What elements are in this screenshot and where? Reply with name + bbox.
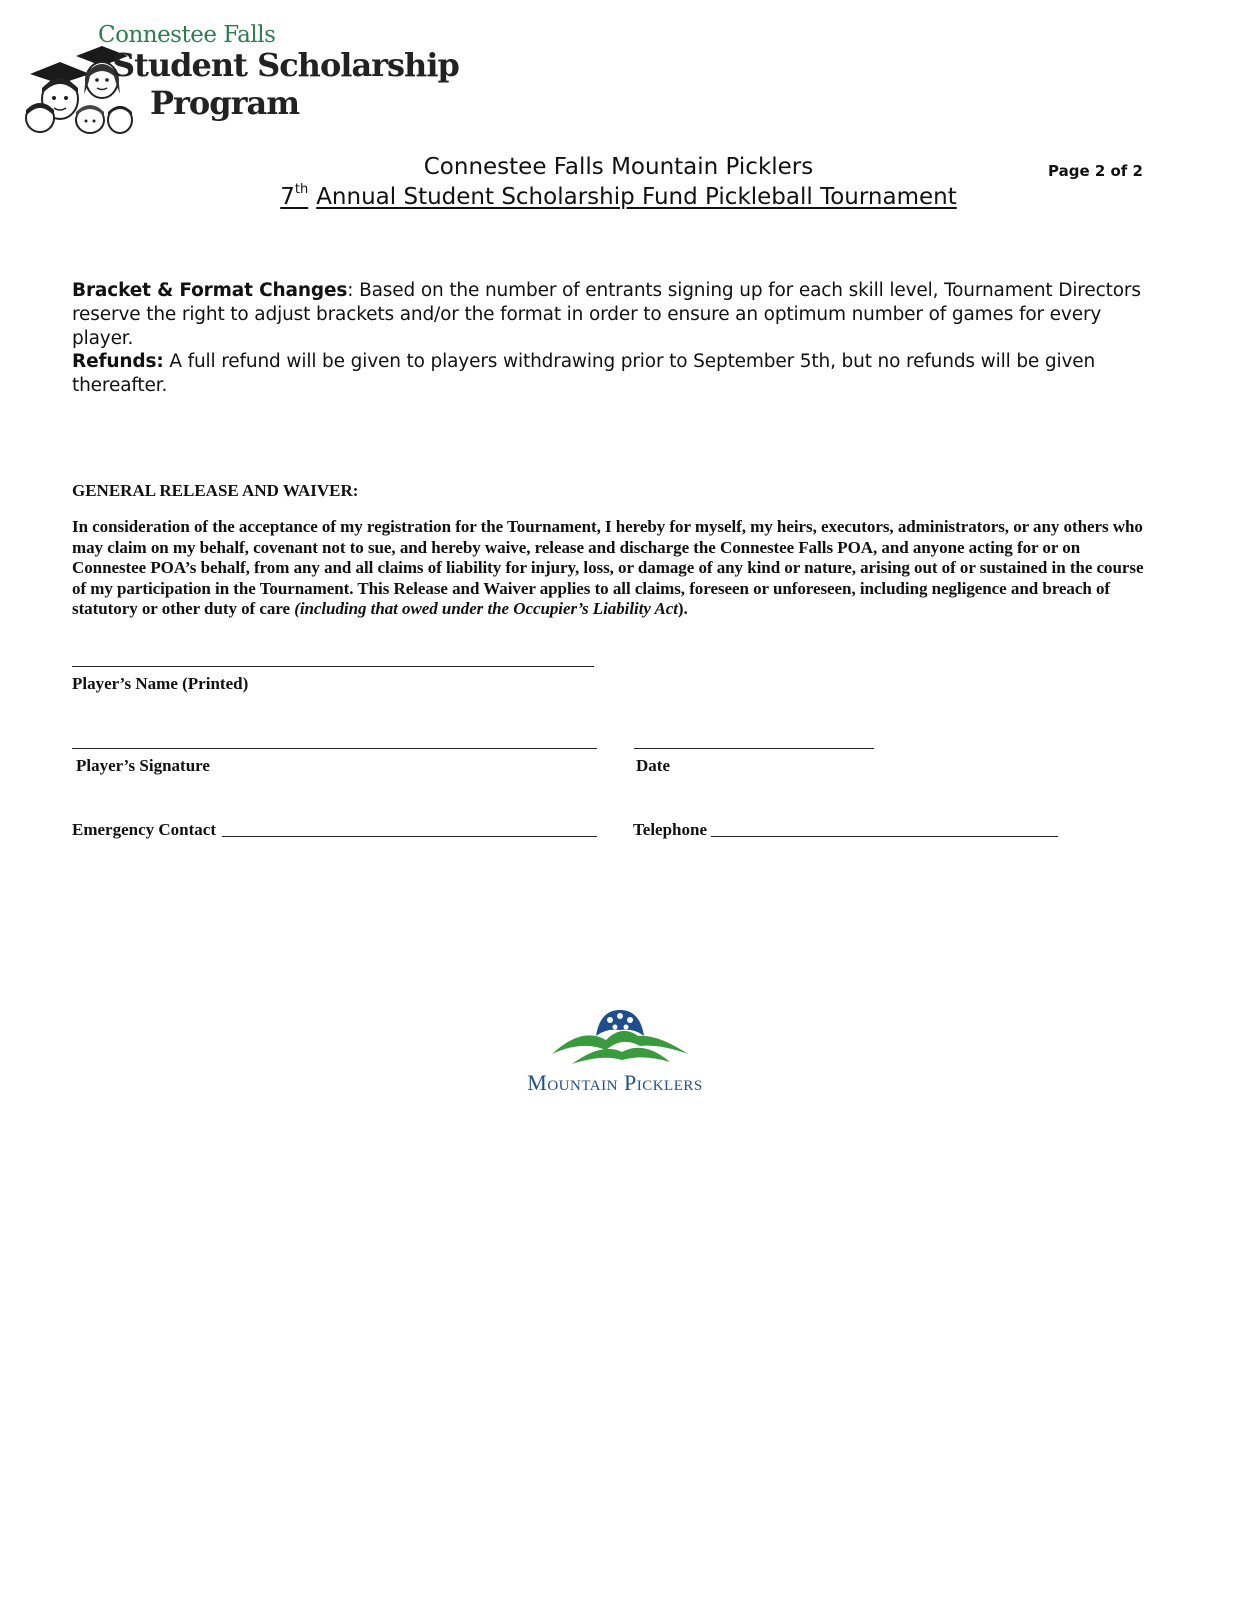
subtitle-text: Annual Student Scholarship Fund Pickleball Tournament <box>316 184 957 210</box>
players-signature-line[interactable] <box>72 748 597 749</box>
logo-text-connestee: Connestee Falls <box>98 22 276 48</box>
mountain-picklers-brand-text: Mountain Picklers <box>527 1070 703 1095</box>
waiver-tail: ). <box>677 599 688 618</box>
emergency-contact-line[interactable] <box>222 836 597 837</box>
date-label: Date <box>636 756 670 775</box>
waiver-text: In consideration of the acceptance of my registration for the Tournament, I hereby for myself, my heirs, executors, administrators, or any others who may claim on my behalf, covenant not to sue, and hereby waive, release and discharge the Connestee Falls POA, and anyone acting for or on Connestee POA’s behalf, from any and all claims of liability for injury, loss, or damage of any kind or nature, arising out of or sustained in the course of my participation in the Tournament. This Release and Waiver applies to all claims, foreseen or unforeseen, including negligence and breach of statutory or other duty of care <box>72 517 1144 618</box>
subtitle-ordinal <box>280 184 316 210</box>
players-name-label: Player’s Name (Printed) <box>72 674 249 693</box>
waiver-heading: GENERAL RELEASE AND WAIVER: <box>72 481 359 500</box>
telephone-line[interactable] <box>711 836 1058 837</box>
document-title: Connestee Falls Mountain Picklers <box>423 154 814 180</box>
logo-text-student-scholarship: Student Scholarship <box>112 46 459 84</box>
mountain-pickleball-icon <box>552 1006 688 1068</box>
document-subtitle <box>0 182 1237 210</box>
bracket-text: : Based on the number of entrants signing up for each skill level, Tournament Directors reserve the right to adjust brackets and/or the format in order to ensure an optimum number of games for every player. <box>72 280 1141 349</box>
bracket-paragraph <box>72 279 1162 351</box>
ordinal-number: 7 <box>280 184 295 210</box>
scholarship-logo <box>20 22 459 134</box>
refunds-text: A full refund will be given to players withdrawing prior to September 5th, but no refunds will be given thereafter. <box>72 351 1096 396</box>
page-number: Page 2 of 2 <box>1048 162 1143 180</box>
ordinal-suffix: th <box>294 182 309 197</box>
telephone-label: Telephone <box>633 820 708 839</box>
players-signature-label: Player’s Signature <box>76 756 210 775</box>
waiver-italic: (including that owed under the Occupier’s Liability Act <box>294 599 678 618</box>
refunds-paragraph <box>72 350 1162 398</box>
mountain-picklers-logo <box>480 1006 750 1106</box>
waiver-body <box>72 517 1152 620</box>
logo-text-program: Program <box>150 84 300 122</box>
players-name-line[interactable] <box>72 666 594 667</box>
refunds-label: Refunds: <box>72 351 164 372</box>
date-line[interactable] <box>634 748 874 749</box>
bracket-label: Bracket & Format Changes <box>72 280 348 301</box>
emergency-contact-label: Emergency Contact <box>72 820 216 839</box>
